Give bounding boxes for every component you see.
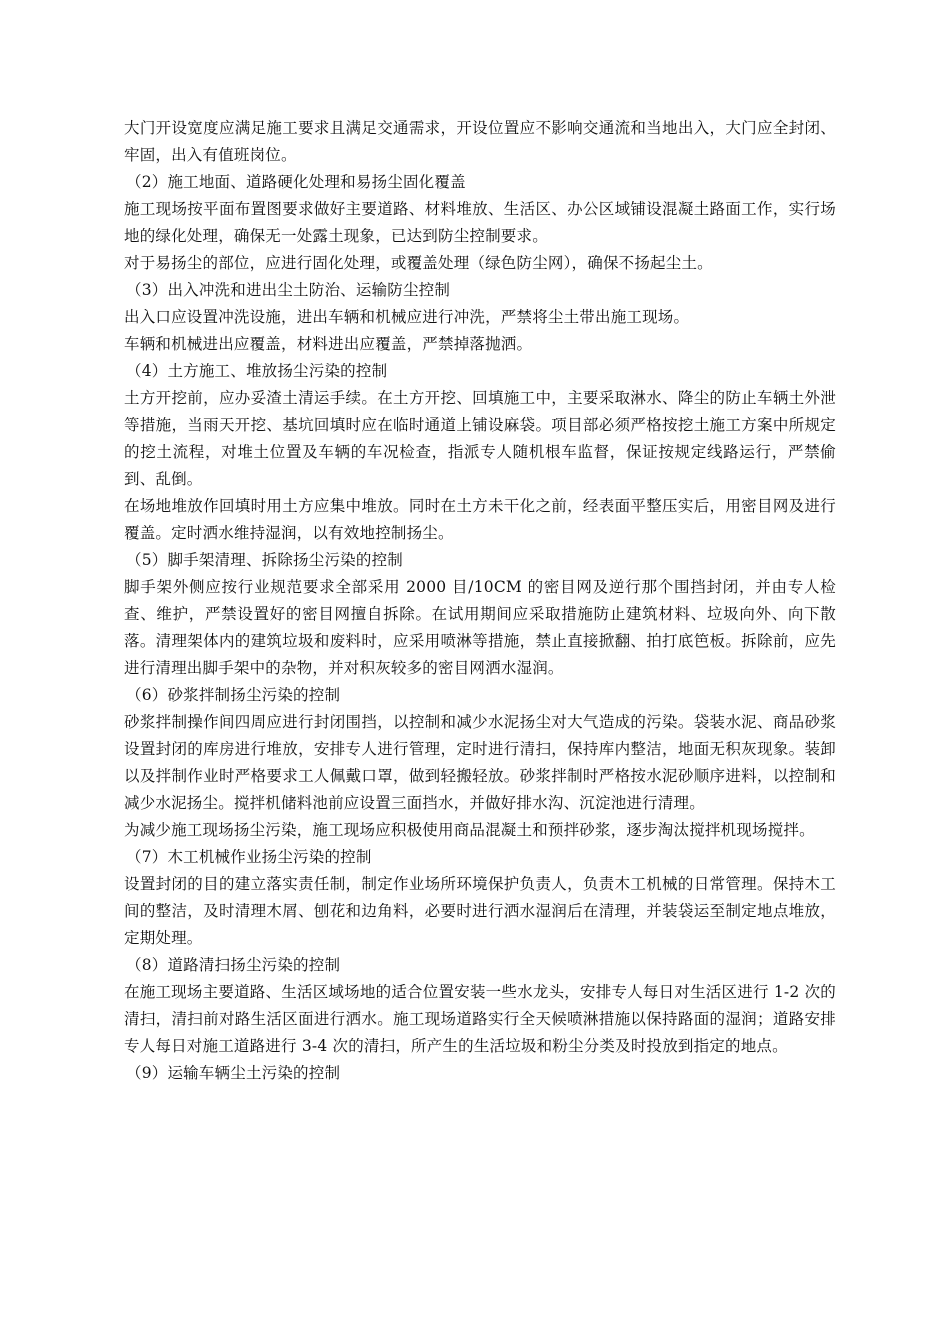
heading-section-2: （2）施工地面、道路硬化处理和易扬尘固化覆盖 xyxy=(126,173,466,191)
paragraph-site-hardening: 施工现场按平面布置图要求做好主要道路、材料堆放、生活区、办公区域铺设混凝土路面工作，实行场地的绿化处理，确保无一处露土现象，已达到防尘控制要求。 xyxy=(124,200,836,245)
heading-section-8: （8）道路清扫扬尘污染的控制 xyxy=(126,956,341,974)
paragraph-scaffolding: 脚手架外侧应按行业规范要求全部采用 2000 目/10CM 的密目网及逆行那个围挡封闭，并由专人检查、维护，严禁设置好的密目网擅自拆除。在试用期间应采取措施防止建筑材料、垃圾向外、向下散落。清理架体内的建筑垃圾和废料时，应采用喷淋等措施，禁止直接掀翻、拍打底笆板。拆除前，应先进行清理出脚手架中的杂物，并对积灰较多的密目网洒水湿润。 xyxy=(124,578,836,677)
paragraph-woodwork: 设置封闭的目的建立落实责任制，制定作业场所环境保护负责人，负责木工机械的日常管理。保持木工间的整洁，及时清理木屑、刨花和边角料，必要时进行洒水湿润后在清理，并装袋运至制定地点堆放，定期处理。 xyxy=(124,875,836,947)
heading-section-5: （5）脚手架清理、拆除扬尘污染的控制 xyxy=(126,551,403,569)
paragraph-washing-facility: 出入口应设置冲洗设施，进出车辆和机械应进行冲洗，严禁将尘土带出施工现场。 xyxy=(124,308,690,326)
paragraph-dust-covering: 对于易扬尘的部位，应进行固化处理，或覆盖处理（绿色防尘网），确保不扬起尘土。 xyxy=(124,254,713,272)
heading-section-9: （9）运输车辆尘土污染的控制 xyxy=(126,1064,341,1082)
paragraph-road-cleaning: 在施工现场主要道路、生活区域场地的适合位置安装一些水龙头，安排专人每日对生活区进行 1-2 次的清扫，清扫前对路生活区面进行洒水。施工现场道路实行全天候喷淋措施以保持路面的湿润；道路安排专人每日对施工道路进行 3-4 次的清扫，所产生的生活垃圾和粉尘分类及时投放到指定的地点。 xyxy=(124,983,836,1055)
heading-section-7: （7）木工机械作业扬尘污染的控制 xyxy=(126,848,372,866)
heading-section-6: （6）砂浆拌制扬尘污染的控制 xyxy=(126,686,341,704)
paragraph-soil-stockpile: 在场地堆放作回填时用土方应集中堆放。同时在土方未干化之前，经表面平整压实后，用密目网及进行覆盖。定时洒水维持湿润，以有效地控制扬尘。 xyxy=(124,497,836,542)
paragraph-vehicle-covering: 车辆和机械进出应覆盖，材料进出应覆盖，严禁掉落抛洒。 xyxy=(124,335,533,353)
paragraph-gate: 大门开设宽度应满足施工要求且满足交通需求，开设位置应不影响交通流和当地出入，大门应全封闭、牢固，出入有值班岗位。 xyxy=(124,119,836,164)
heading-section-3: （3）出入冲洗和进出尘土防治、运输防尘控制 xyxy=(126,281,451,299)
paragraph-mortar-mixing: 砂浆拌制操作间四周应进行封闭围挡，以控制和减少水泥扬尘对大气造成的污染。袋装水泥、商品砂浆设置封闭的库房进行堆放，安排专人进行管理，定时进行清扫，保持库内整洁，地面无积灰现象。装卸以及拌制作业时严格要求工人佩戴口罩，做到轻搬轻放。砂浆拌制时严格按水泥砂顺序进料，以控制和减少水泥扬尘。搅拌机储料池前应设置三面挡水，并做好排水沟、沉淀池进行清理。 xyxy=(124,713,836,812)
paragraph-commercial-concrete: 为减少施工现场扬尘污染，施工现场应积极使用商品混凝土和预拌砂浆，逐步淘汰搅拌机现场搅拌。 xyxy=(124,821,815,839)
document-body xyxy=(124,115,836,1087)
paragraph-earthwork: 土方开挖前，应办妥渣土清运手续。在土方开挖、回填施工中，主要采取淋水、降尘的防止车辆土外泄等措施，当雨天开挖、基坑回填时应在临时通道上铺设麻袋。项目部必须严格按挖土施工方案中所规定的挖土流程，对堆土位置及车辆的车况检查，指派专人随机根车监督，保证按规定线路运行，严禁偷到、乱倒。 xyxy=(124,389,836,488)
heading-section-4: （4）土方施工、堆放扬尘污染的控制 xyxy=(126,362,388,380)
